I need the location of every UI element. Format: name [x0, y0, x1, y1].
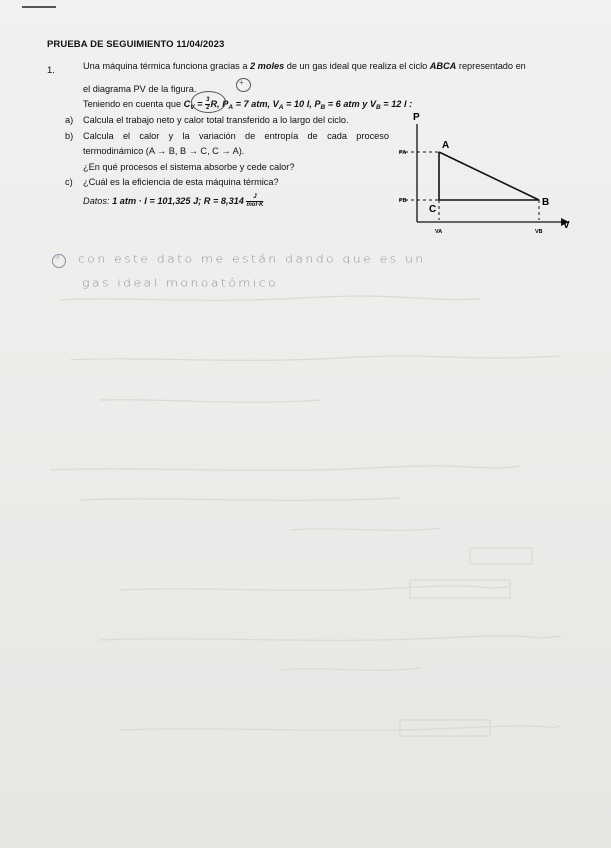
point-c-label: C	[429, 204, 437, 215]
question-text-1a: Una máquina térmica funciona gracias a	[83, 61, 250, 71]
part-a-text: Calcula el trabajo neto y calor total transferido a lo largo del ciclo.	[83, 115, 349, 125]
pb-sub: B	[320, 103, 326, 111]
pa-value: = 7 atm, V	[233, 98, 279, 109]
pv-diagram	[395, 110, 585, 240]
cv-label: C	[183, 98, 191, 109]
cv-frac-num: 3	[206, 97, 210, 103]
cv-sub: V	[190, 103, 195, 111]
handwritten-mark: a	[55, 252, 60, 261]
cv-circle-mark	[191, 91, 229, 113]
part-c-label: c)	[65, 177, 73, 187]
bleed-through-marks	[40, 290, 580, 770]
question-text-1b: de un gas ideal que realiza el ciclo	[284, 61, 430, 71]
tick-pa: PA	[399, 150, 407, 156]
handwritten-line-2: gas ideal monoatómico	[82, 276, 279, 289]
cv-eq: =	[194, 98, 206, 109]
v-axis-label: V	[563, 220, 570, 231]
part-a-label: a)	[65, 115, 74, 125]
r-unit-den: mol·K	[246, 202, 264, 208]
part-b-text-3: ¿En qué procesos el sistema absorbe y cede calor?	[83, 162, 295, 172]
vb-value: = 12 l :	[380, 98, 413, 109]
plus-mark: +	[239, 78, 244, 87]
va-value: = 10 l, P	[283, 98, 321, 109]
part-c-text: ¿Cuál es la eficiencia de esta máquina térmica?	[83, 177, 279, 187]
part-b-label: b)	[65, 131, 74, 141]
r-unit-fraction	[246, 194, 263, 209]
cycle-name: ABCA	[429, 61, 457, 71]
va-sub: A	[278, 103, 284, 111]
question-line-3	[83, 97, 412, 114]
question-line-2: el diagrama PV de la figura.	[83, 84, 197, 94]
tick-vb: VB	[535, 229, 543, 235]
moles-value: 2 moles	[250, 61, 285, 71]
tick-pb: PB	[399, 198, 407, 204]
pa-sub: A	[228, 103, 234, 111]
datos-line	[83, 194, 263, 209]
p-axis-label: P	[413, 112, 420, 123]
part-b-text: Calcula el calor y la variación de entropía de cada proceso	[83, 131, 389, 141]
vb-sub: B	[376, 103, 381, 111]
page-title: PRUEBA DE SEGUIMIENTO 11/04/2023	[47, 39, 225, 50]
cycle-path	[439, 152, 539, 200]
top-mark-line	[22, 6, 56, 8]
pb-value: = 6 atm y V	[325, 98, 377, 109]
question-text-3: Teniendo en cuenta que	[83, 98, 184, 109]
datos-values: 1 atm · l = 101,325 J; R = 8,314	[112, 195, 247, 206]
part-b-text-2: termodinámico (A → B, B → C, C → A).	[83, 146, 245, 156]
datos-label: Datos:	[83, 195, 110, 206]
question-text-1c: representado en	[456, 61, 526, 71]
cv-post: R, P	[210, 98, 229, 109]
question-line-1	[83, 60, 526, 72]
question-number: 1.	[47, 65, 55, 76]
cv-frac-den: 2	[206, 105, 210, 111]
point-b-label: B	[542, 197, 550, 208]
r-unit-num: J	[246, 194, 263, 202]
handwritten-line-1: con este dato me están dando que es un	[78, 252, 426, 265]
tick-va: VA	[435, 229, 443, 235]
point-a-label: A	[442, 140, 450, 151]
